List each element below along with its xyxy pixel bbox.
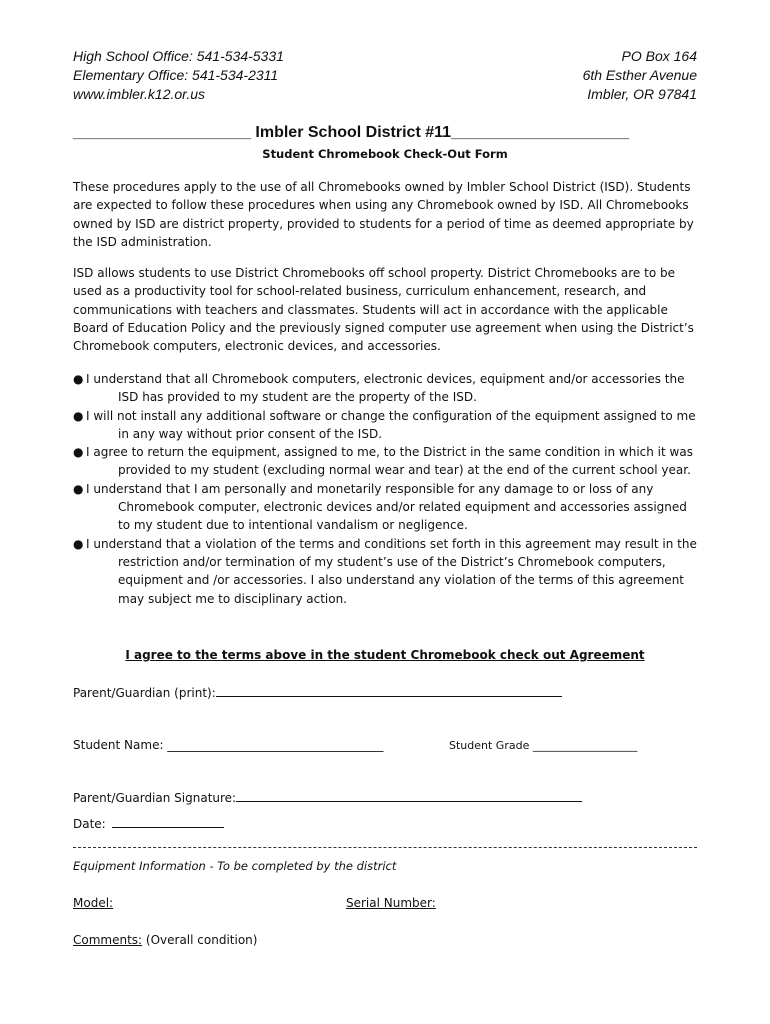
serial-row: [346, 894, 436, 912]
bullet-icon: ●: [73, 408, 84, 423]
elementary-phone: Elementary Office: 541-534-2311: [73, 67, 279, 83]
high-school-phone: High School Office: 541-534-5331: [73, 48, 284, 64]
student-grade-row: [449, 737, 637, 754]
title-text: Imbler School District #11: [250, 124, 452, 141]
student-row: [73, 736, 383, 754]
student-grade-field[interactable]: ___________________: [532, 739, 638, 752]
student-name-label: Student Name:: [73, 738, 168, 752]
document-title: [73, 123, 683, 143]
terms-list-item: [73, 370, 699, 407]
terms-text: I understand that all Chromebook computers, electronic devices, equipment and/or accessories the ISD has provided to my student are the property of the ISD.: [86, 372, 685, 405]
form-subtitle: Student Chromebook Check-Out Form: [262, 147, 508, 161]
terms-list-item: [73, 535, 699, 608]
signature-row: [73, 788, 582, 807]
city-state-zip: Imbler, OR 97841: [587, 86, 697, 102]
equipment-heading: Equipment Information - To be completed by the district: [73, 859, 397, 873]
bullet-icon: ●: [73, 536, 84, 551]
serial-label: Serial Number:: [346, 896, 436, 910]
terms-text: I will not install any additional software or change the configuration of the equipment assigned to me in any way without prior consent of the ISD.: [86, 408, 696, 441]
terms-list-item: [73, 443, 699, 480]
terms-text: I agree to return the equipment, assigned to me, to the District in the same condition in which it was provided to my student (excluding normal wear and tear) at the end of the current school year.: [86, 445, 693, 478]
student-name-field[interactable]: ____________________________________: [167, 738, 384, 752]
bullet-icon: ●: [73, 445, 84, 460]
paragraph-ownership: These procedures apply to the use of all Chromebooks owned by Imbler School District (ISD). Students are expected to follow these procedures when using any Chromebook owned by ISD. All Chromebooks owned by ISD are district property, provided to students for a period of time as deemed appropriate by the ISD administration.: [73, 180, 694, 249]
date-label: Date:: [73, 817, 106, 831]
terms-list: [73, 370, 699, 608]
contact-block-right: [583, 47, 697, 104]
comments-row: [73, 931, 257, 949]
comments-label: Comments:: [73, 933, 143, 947]
parent-print-row: [73, 683, 562, 702]
bullet-icon: ●: [73, 372, 84, 386]
parent-print-label: Parent/Guardian (print):: [73, 686, 216, 700]
terms-list-item: [73, 480, 699, 535]
terms-text: I understand that I am personally and monetarily responsible for any damage to or loss of any Chromebook computer, electronic devices and/or related equipment and accessories assigned to my student due to intentional vandalism or negligence.: [86, 481, 687, 533]
student-grade-label: Student Grade: [449, 739, 533, 752]
bullet-icon: ●: [73, 481, 84, 496]
signature-label: Parent/Guardian Signature:: [73, 791, 237, 805]
contact-block-left: [73, 47, 284, 104]
date-field[interactable]: [112, 814, 224, 828]
date-row: [73, 814, 224, 833]
website-text: www.imbler.k12.or.us: [73, 86, 206, 102]
cut-line-divider: [73, 847, 697, 848]
paragraph-usage: ISD allows students to use District Chromebooks off school property. District Chromebooks are to be used as a productivity tool for school-related business, curriculum enhancement, research, and communications with teachers and classmates. Students will act in accordance with the applicable Board of Education Policy and the previously signed computer use agreement when using the District’s Chromebook computers, electronic devices, and accessories.: [73, 266, 694, 354]
signature-field[interactable]: [236, 788, 582, 802]
terms-list-item: [73, 407, 699, 444]
terms-text: I understand that a violation of the terms and conditions set forth in this agreement may result in the restriction and/or termination of my student’s use of the District’s Chromebook computers, equipment and /or accessories. I also understand any violation of the terms of this agreement may subject me to disciplinary action.: [86, 536, 697, 606]
agreement-heading: I agree to the terms above in the student Chromebook check out Agreement: [125, 648, 645, 662]
model-label: Model:: [73, 896, 114, 910]
title-trailing-blank: ____________________: [451, 124, 630, 141]
comments-hint: (Overall condition): [142, 933, 258, 947]
street-address: 6th Esther Avenue: [582, 67, 697, 83]
model-row: [73, 894, 113, 912]
title-leading-blank: ____________________: [73, 124, 251, 141]
parent-print-field[interactable]: [216, 683, 562, 697]
po-box: PO Box 164: [621, 48, 697, 64]
